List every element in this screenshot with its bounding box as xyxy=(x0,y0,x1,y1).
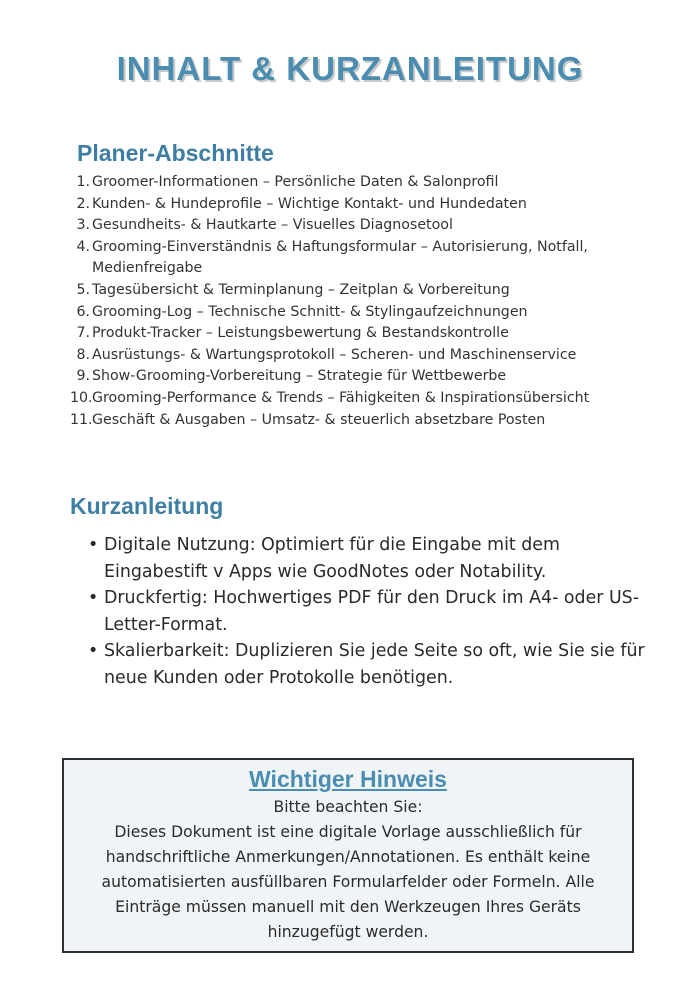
notice-box xyxy=(62,758,634,953)
list-item xyxy=(70,323,650,345)
list-item xyxy=(70,388,650,410)
list-item xyxy=(70,237,650,280)
item-text: Kunden- & Hundeprofile – Wichtige Kontakt- und Hundedaten xyxy=(92,195,527,212)
item-number: 1. xyxy=(76,174,90,190)
quick-heading: Kurzanleitung xyxy=(70,493,224,519)
list-item xyxy=(70,302,650,324)
bullet-icon: • xyxy=(88,535,99,555)
item-text: Skalierbarkeit: Duplizieren Sie jede Seite so oft, wie Sie sie für neue Kunden oder Protokolle benötigen. xyxy=(104,641,645,688)
item-text: Grooming-Performance & Trends – Fähigkeiten & Inspirationsübersicht xyxy=(92,389,590,406)
list-item xyxy=(70,410,650,432)
list-item xyxy=(88,585,668,638)
notice-body: Dieses Dokument ist eine digitale Vorlage ausschließlich für handschriftliche Anmerkungen/Annotationen. Es enthält keine automatisierten ausfüllbaren Formularfelder oder Formeln. Alle Einträge müssen manuell mit den Werkzeugen Ihres Geräts hinzugefügt werden. xyxy=(101,823,595,941)
quick-list xyxy=(88,532,668,691)
list-item xyxy=(70,345,650,367)
item-text: Produkt-Tracker – Leistungsbewertung & Bestandskontrolle xyxy=(92,325,509,342)
list-item xyxy=(70,280,650,302)
item-text: Grooming-Einverständnis & Haftungsformular – Autorisierung, Notfall, Medienfreigabe xyxy=(92,238,588,277)
item-number: 3. xyxy=(76,217,90,234)
item-number: 11. xyxy=(70,411,93,428)
list-item xyxy=(70,194,650,216)
list-item xyxy=(70,215,650,237)
item-text: Ausrüstungs- & Wartungsprotokoll – Scheren- und Maschinenservice xyxy=(92,346,577,363)
item-number: 4. xyxy=(76,238,90,255)
item-text: Digitale Nutzung: Optimiert für die Eingabe mit dem Eingabestift v Apps wie GoodNotes oder Notability. xyxy=(104,535,560,582)
planer-heading: Planer-Abschnitte xyxy=(77,140,274,166)
item-text: Gesundheits- & Hautkarte – Visuelles Diagnosetool xyxy=(92,217,453,234)
bullet-icon: • xyxy=(88,641,99,661)
item-number: 5. xyxy=(76,281,90,298)
item-text: Show-Grooming-Vorbereitung – Strategie für Wettbewerbe xyxy=(92,368,507,385)
list-item xyxy=(70,366,650,388)
item-number: 8. xyxy=(76,346,90,363)
list-item xyxy=(88,638,668,691)
list-item xyxy=(70,172,650,194)
item-text: Druckfertig: Hochwertiges PDF für den Druck im A4- oder US-Letter-Format. xyxy=(104,588,639,635)
item-text: Groomer-Informationen – Persönliche Daten & Salonprofil xyxy=(92,174,499,190)
list-item xyxy=(88,532,668,585)
item-number: 10. xyxy=(70,389,93,406)
notice-subtitle: Bitte beachten Sie: xyxy=(273,798,423,816)
item-text: Geschäft & Ausgaben – Umsatz- & steuerlich absetzbare Posten xyxy=(92,411,546,428)
item-number: 7. xyxy=(76,325,90,342)
planer-list xyxy=(70,172,650,431)
item-number: 6. xyxy=(76,303,90,320)
item-number: 2. xyxy=(76,195,90,212)
item-text: Grooming-Log – Technische Schnitt- & Stylingaufzeichnungen xyxy=(92,303,528,320)
item-number: 9. xyxy=(76,368,90,385)
item-text: Tagesübersicht & Terminplanung – Zeitplan & Vorbereitung xyxy=(92,281,510,298)
notice-title: Wichtiger Hinweis xyxy=(249,766,447,792)
page-title: INHALT & KURZANLEITUNG xyxy=(116,50,584,87)
bullet-icon: • xyxy=(88,588,99,608)
